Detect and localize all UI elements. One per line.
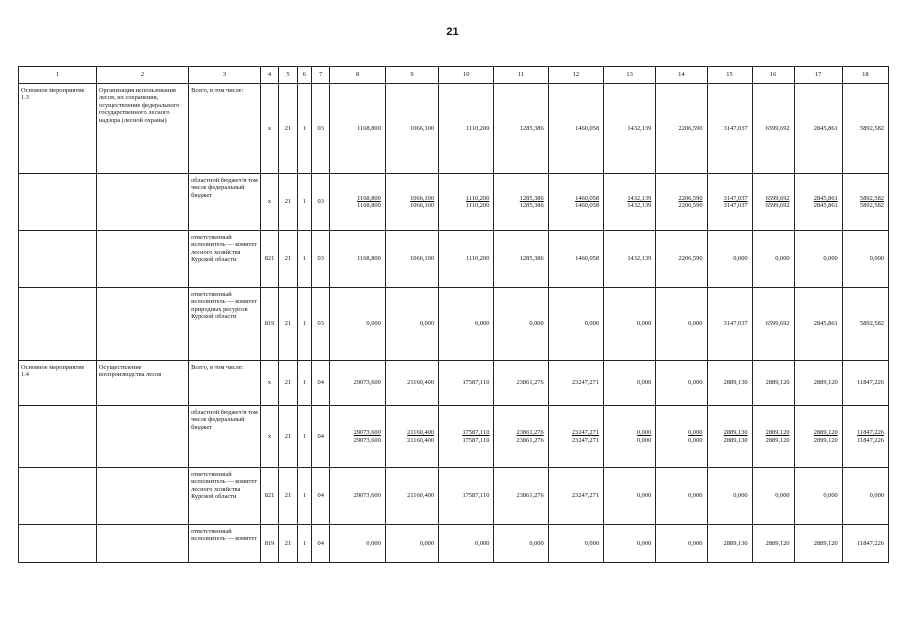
value-cell: 2889,120: [752, 525, 794, 563]
column-header-9: 9: [385, 67, 438, 84]
measure-cell: [19, 406, 97, 468]
value-cell: [656, 406, 707, 468]
description-cell: Осуществление воспроизводства лесов: [96, 361, 188, 406]
value-cell: 1066,100: [385, 231, 438, 288]
value-federal: 23861,276: [516, 436, 544, 444]
value-cell: 0,000: [752, 468, 794, 525]
value-cell: 1460,058: [548, 231, 603, 288]
column-header-13: 13: [604, 67, 656, 84]
source-cell: ответственный исполнитель — комитет: [189, 525, 261, 563]
code-cell: 21: [279, 361, 297, 406]
value-federal: 2845,861: [813, 202, 838, 209]
value-federal: 5892,582: [860, 202, 884, 209]
value-federal: 2889,130: [723, 436, 748, 444]
value-total: 5892,582: [860, 194, 884, 202]
value-cell: 0,000: [604, 525, 656, 563]
code-cell: 21: [279, 406, 297, 468]
value-federal: 1066,100: [410, 202, 435, 209]
code-cell: х: [260, 84, 278, 174]
code-cell: 1: [297, 288, 311, 361]
table-row: [19, 525, 889, 563]
code-cell: 04: [312, 361, 330, 406]
measure-cell: [19, 468, 97, 525]
value-total: 1285,386: [519, 194, 544, 202]
value-cell: [656, 174, 707, 231]
table-row: [19, 174, 889, 231]
value-cell: 0,000: [385, 525, 438, 563]
value-cell: 0,000: [656, 361, 707, 406]
value-total: 29073,600: [353, 429, 381, 437]
code-cell: 03: [312, 174, 330, 231]
value-cell: 0,000: [707, 231, 752, 288]
value-cell: [707, 174, 752, 231]
budget-table: [18, 66, 889, 563]
value-federal: 1285,386: [519, 202, 544, 209]
value-cell: 2889,120: [752, 361, 794, 406]
measure-cell: [19, 174, 97, 231]
column-header-6: 6: [297, 67, 311, 84]
source-cell: областной бюджет/в том числе федеральный бюджет: [189, 406, 261, 468]
column-header-5: 5: [279, 67, 297, 84]
value-total: 1110,200: [465, 194, 490, 202]
code-cell: 1: [297, 174, 311, 231]
value-cell: 1285,386: [494, 231, 548, 288]
value-total: 2889,120: [765, 429, 790, 437]
measure-cell: Основное мероприятие 1.4: [19, 361, 97, 406]
measure-cell: Основное мероприятие 1.3: [19, 84, 97, 174]
description-cell: [96, 525, 188, 563]
value-cell: 0,000: [548, 288, 603, 361]
code-cell: 1: [297, 361, 311, 406]
value-federal: 2206,590: [678, 202, 703, 209]
value-cell: 0,000: [842, 231, 888, 288]
column-header-8: 8: [330, 67, 385, 84]
value-cell: 0,000: [330, 288, 385, 361]
value-cell: 23861,276: [494, 468, 548, 525]
code-cell: 821: [260, 468, 278, 525]
value-total: 0,000: [636, 429, 652, 437]
value-cell: 0,000: [842, 468, 888, 525]
code-cell: 1: [297, 231, 311, 288]
column-header-2: 2: [96, 67, 188, 84]
value-cell: [548, 174, 603, 231]
value-cell: 0,000: [494, 525, 548, 563]
value-total: 23861,276: [516, 429, 544, 437]
source-cell: Всего, в том числе:: [189, 361, 261, 406]
value-cell: 0,000: [794, 468, 842, 525]
code-cell: 04: [312, 468, 330, 525]
measure-cell: [19, 231, 97, 288]
code-cell: 03: [312, 288, 330, 361]
value-federal: 1460,058: [575, 202, 600, 209]
description-cell: [96, 174, 188, 231]
value-cell: 0,000: [707, 468, 752, 525]
value-federal: 0,000: [688, 436, 703, 444]
table-header-row: [19, 67, 889, 84]
value-cell: 0,000: [494, 288, 548, 361]
code-cell: 821: [260, 231, 278, 288]
column-header-3: 3: [189, 67, 261, 84]
value-cell: [707, 406, 752, 468]
value-cell: 2845,861: [794, 288, 842, 361]
value-federal: 23247,271: [571, 436, 600, 444]
code-cell: 1: [297, 525, 311, 563]
value-cell: 2889,120: [794, 525, 842, 563]
value-cell: 0,000: [330, 525, 385, 563]
value-total: 2889,120: [813, 429, 838, 437]
value-cell: 1168,800: [330, 231, 385, 288]
value-federal: 1432,139: [627, 202, 652, 209]
source-cell: ответственный исполнитель — комитет природных ресурсов Курской области: [189, 288, 261, 361]
value-federal: 2899,120: [813, 436, 838, 444]
column-header-14: 14: [656, 67, 707, 84]
value-federal: 29073,600: [353, 436, 381, 444]
value-cell: 0,000: [794, 231, 842, 288]
value-cell: 0,000: [604, 361, 656, 406]
table-row: [19, 288, 889, 361]
value-total: 21160,400: [407, 429, 435, 437]
code-cell: 1: [297, 468, 311, 525]
value-cell: 0,000: [604, 468, 656, 525]
code-cell: 21: [279, 525, 297, 563]
code-cell: х: [260, 406, 278, 468]
value-cell: 0,000: [656, 525, 707, 563]
value-cell: [604, 174, 656, 231]
code-cell: 819: [260, 525, 278, 563]
code-cell: х: [260, 174, 278, 231]
code-cell: 04: [312, 525, 330, 563]
value-cell: 23247,271: [548, 361, 603, 406]
value-cell: [439, 174, 494, 231]
value-cell: 1460,058: [548, 84, 603, 174]
value-cell: [842, 174, 888, 231]
value-cell: 0,000: [439, 288, 494, 361]
description-cell: Организация использования лесов, их сохранения, осуществление федерального государственного лесного надзора (лесной охраны): [96, 84, 188, 174]
value-cell: 1285,386: [494, 84, 548, 174]
value-total: 6599,692: [765, 194, 790, 202]
code-cell: 1: [297, 84, 311, 174]
value-cell: [385, 174, 438, 231]
value-total: 11847,226: [857, 429, 884, 437]
value-cell: 2889,130: [707, 361, 752, 406]
column-header-7: 7: [312, 67, 330, 84]
column-header-17: 17: [794, 67, 842, 84]
value-cell: 0,000: [752, 231, 794, 288]
code-cell: 21: [279, 174, 297, 231]
value-cell: 1066,100: [385, 84, 438, 174]
value-cell: 3147,037: [707, 84, 752, 174]
value-cell: 21160,400: [385, 468, 438, 525]
value-cell: [752, 406, 794, 468]
value-total: 23247,271: [571, 429, 600, 437]
value-total: 17587,110: [462, 429, 490, 437]
value-total: 1460,058: [575, 194, 600, 202]
value-cell: [794, 174, 842, 231]
value-cell: [439, 406, 494, 468]
column-header-11: 11: [494, 67, 548, 84]
value-total: 3147,037: [723, 194, 748, 202]
value-cell: [842, 406, 888, 468]
table-row: [19, 84, 889, 174]
measure-cell: [19, 525, 97, 563]
value-cell: 0,000: [385, 288, 438, 361]
value-cell: 5892,582: [842, 288, 888, 361]
value-cell: 6599,692: [752, 84, 794, 174]
value-cell: 21160,400: [385, 361, 438, 406]
code-cell: 04: [312, 406, 330, 468]
value-cell: 0,000: [439, 525, 494, 563]
column-header-1: 1: [19, 67, 97, 84]
value-federal: 1168,800: [357, 202, 381, 209]
value-total: 1066,100: [410, 194, 435, 202]
value-cell: [794, 406, 842, 468]
value-cell: [494, 406, 548, 468]
value-federal: 17587,110: [462, 436, 490, 444]
value-cell: 0,000: [548, 525, 603, 563]
table-row: [19, 231, 889, 288]
value-cell: 29073,600: [330, 361, 385, 406]
value-cell: 1110,200: [439, 84, 494, 174]
value-total: 1168,800: [357, 194, 381, 202]
page-number: 21: [446, 26, 459, 38]
value-federal: 21160,400: [407, 436, 435, 444]
value-cell: [494, 174, 548, 231]
code-cell: 03: [312, 84, 330, 174]
value-cell: 0,000: [656, 288, 707, 361]
value-total: 1432,139: [627, 194, 652, 202]
value-cell: 1168,800: [330, 84, 385, 174]
value-cell: [330, 406, 385, 468]
value-cell: 5892,582: [842, 84, 888, 174]
description-cell: [96, 406, 188, 468]
code-cell: х: [260, 361, 278, 406]
column-header-15: 15: [707, 67, 752, 84]
code-cell: 03: [312, 231, 330, 288]
code-cell: 21: [279, 468, 297, 525]
value-federal: 6599,692: [765, 202, 790, 209]
value-cell: [752, 174, 794, 231]
value-cell: 0,000: [656, 468, 707, 525]
code-cell: 1: [297, 406, 311, 468]
value-federal: 11847,226: [857, 436, 884, 444]
value-cell: 2889,130: [707, 525, 752, 563]
measure-cell: [19, 288, 97, 361]
code-cell: 21: [279, 231, 297, 288]
value-total: 2889,130: [723, 429, 748, 437]
value-total: 0,000: [688, 429, 703, 437]
source-cell: Всего, в том числе:: [189, 84, 261, 174]
code-cell: 21: [279, 84, 297, 174]
value-cell: 2845,861: [794, 84, 842, 174]
value-cell: [548, 406, 603, 468]
description-cell: [96, 231, 188, 288]
value-cell: [385, 406, 438, 468]
code-cell: 21: [279, 288, 297, 361]
value-cell: 23247,271: [548, 468, 603, 525]
value-total: 2206,590: [678, 194, 703, 202]
column-header-18: 18: [842, 67, 888, 84]
value-federal: 0,000: [636, 436, 652, 444]
column-header-12: 12: [548, 67, 603, 84]
source-cell: ответственный исполнитель — комитет лесного хозяйства Курской области: [189, 231, 261, 288]
value-cell: 11847,226: [842, 525, 888, 563]
value-cell: [604, 406, 656, 468]
code-cell: 819: [260, 288, 278, 361]
value-cell: 3147,037: [707, 288, 752, 361]
value-total: 2845,861: [813, 194, 838, 202]
value-cell: 1110,200: [439, 231, 494, 288]
table-row: [19, 361, 889, 406]
source-cell: ответственный исполнитель — комитет лесного хозяйства Курской области: [189, 468, 261, 525]
value-cell: 29073,600: [330, 468, 385, 525]
value-federal: 1110,200: [465, 202, 490, 209]
value-cell: 23861,276: [494, 361, 548, 406]
value-cell: 2206,590: [656, 84, 707, 174]
value-cell: 17587,110: [439, 361, 494, 406]
column-header-4: 4: [260, 67, 278, 84]
value-cell: 2206,590: [656, 231, 707, 288]
column-header-16: 16: [752, 67, 794, 84]
value-cell: 0,000: [604, 288, 656, 361]
description-cell: [96, 288, 188, 361]
value-federal: 2889,120: [765, 436, 790, 444]
source-cell: областной бюджет/в том числе федеральный бюджет: [189, 174, 261, 231]
value-cell: 11847,226: [842, 361, 888, 406]
value-cell: 17587,110: [439, 468, 494, 525]
value-cell: 2889,120: [794, 361, 842, 406]
value-cell: 1432,139: [604, 84, 656, 174]
value-cell: [330, 174, 385, 231]
table-row: [19, 406, 889, 468]
value-cell: 1432,139: [604, 231, 656, 288]
value-cell: 6599,692: [752, 288, 794, 361]
value-federal: 3147,037: [723, 202, 748, 209]
table-row: [19, 468, 889, 525]
column-header-10: 10: [439, 67, 494, 84]
description-cell: [96, 468, 188, 525]
